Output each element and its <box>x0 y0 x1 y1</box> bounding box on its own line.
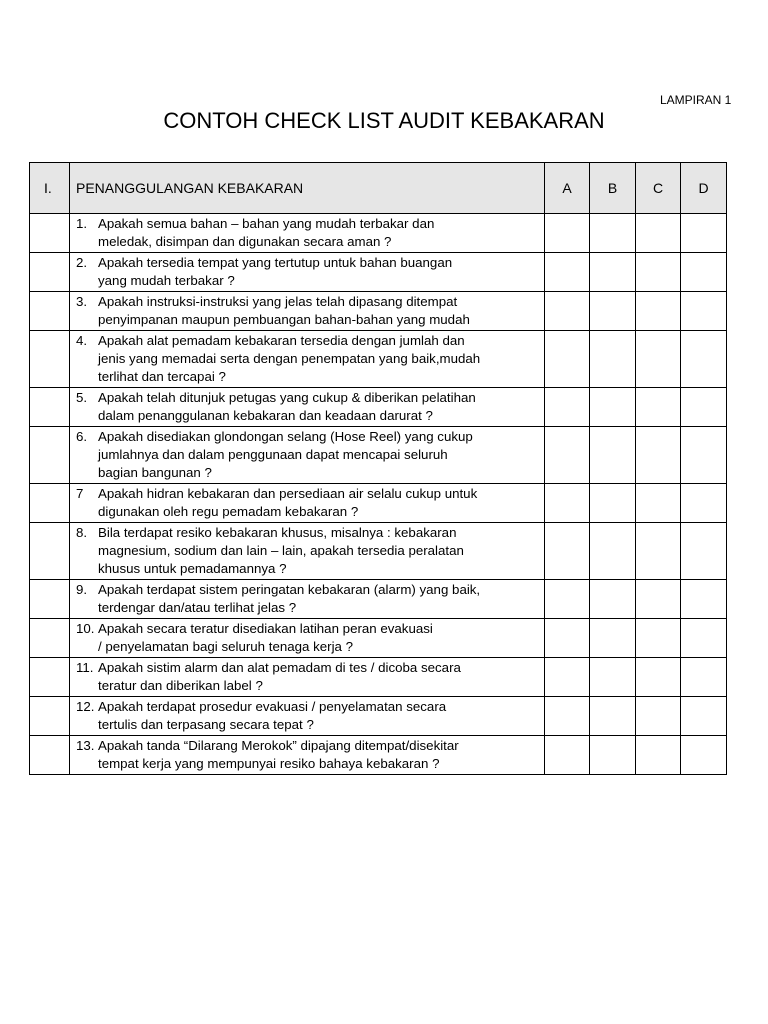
question-text: Apakah semua bahan – bahan yang mudah terbakar dan meledak, disimpan dan digunakan secara aman ? <box>98 216 435 249</box>
answer-cell-c[interactable] <box>636 331 681 388</box>
answer-cell-b[interactable] <box>590 580 636 619</box>
question-text: Apakah terdapat prosedur evakuasi / penyelamatan secara tertulis dan terpasang secara tepat ? <box>98 699 447 732</box>
question-number: 6. <box>76 429 88 444</box>
answer-cell-a[interactable] <box>545 736 590 775</box>
answer-cell-c[interactable] <box>636 292 681 331</box>
column-header-d: D <box>681 163 727 214</box>
answer-cell-a[interactable] <box>545 292 590 331</box>
row-index-cell <box>30 331 70 388</box>
answer-cell-d[interactable] <box>681 214 727 253</box>
answer-cell-d[interactable] <box>681 484 727 523</box>
question-text: Apakah sistim alarm dan alat pemadam di tes / dicoba secara teratur dan diberikan label ? <box>98 660 461 693</box>
table-row <box>30 658 727 697</box>
answer-cell-a[interactable] <box>545 427 590 484</box>
table-row <box>30 580 727 619</box>
question-text: Apakah secara teratur disediakan latihan peran evakuasi / penyelamatan bagi seluruh tenaga kerja ? <box>98 621 433 654</box>
page-title: CONTOH CHECK LIST AUDIT KEBAKARAN <box>163 108 605 133</box>
answer-cell-b[interactable] <box>590 736 636 775</box>
answer-cell-b[interactable] <box>590 619 636 658</box>
table-row <box>30 427 727 484</box>
question-text: Apakah tersedia tempat yang tertutup untuk bahan buangan yang mudah terbakar ? <box>98 255 453 288</box>
answer-cell-d[interactable] <box>681 253 727 292</box>
answer-cell-c[interactable] <box>636 427 681 484</box>
answer-cell-b[interactable] <box>590 427 636 484</box>
table-row <box>30 697 727 736</box>
answer-cell-a[interactable] <box>545 697 590 736</box>
question-cell <box>70 427 545 484</box>
question-text: Apakah disediakan glondongan selang (Hose Reel) yang cukup jumlahnya dan dalam penggunaan dapat mencapai seluruh bagian bangunan ? <box>98 429 473 480</box>
row-index-cell <box>30 619 70 658</box>
answer-cell-c[interactable] <box>636 658 681 697</box>
answer-cell-c[interactable] <box>636 523 681 580</box>
answer-cell-d[interactable] <box>681 292 727 331</box>
question-number: 13. <box>76 738 95 753</box>
answer-cell-a[interactable] <box>545 580 590 619</box>
answer-cell-a[interactable] <box>545 388 590 427</box>
row-index-cell <box>30 214 70 253</box>
answer-cell-a[interactable] <box>545 253 590 292</box>
row-index-cell <box>30 697 70 736</box>
answer-cell-d[interactable] <box>681 697 727 736</box>
row-index-cell <box>30 484 70 523</box>
question-cell <box>70 658 545 697</box>
answer-cell-b[interactable] <box>590 697 636 736</box>
table-row <box>30 214 727 253</box>
answer-cell-a[interactable] <box>545 658 590 697</box>
attachment-label: LAMPIRAN 1 <box>660 93 732 107</box>
question-cell <box>70 697 545 736</box>
question-number: 9. <box>76 582 88 597</box>
table-header-row <box>30 163 727 214</box>
answer-cell-b[interactable] <box>590 658 636 697</box>
answer-cell-d[interactable] <box>681 736 727 775</box>
table-row <box>30 484 727 523</box>
answer-cell-d[interactable] <box>681 427 727 484</box>
answer-cell-c[interactable] <box>636 619 681 658</box>
row-index-cell <box>30 523 70 580</box>
question-text: Apakah telah ditunjuk petugas yang cukup & diberikan pelatihan dalam penanggulanan kebakaran dan keadaan darurat ? <box>98 390 476 423</box>
question-cell <box>70 214 545 253</box>
column-header-c: C <box>636 163 681 214</box>
answer-cell-d[interactable] <box>681 619 727 658</box>
answer-cell-b[interactable] <box>590 253 636 292</box>
question-cell <box>70 484 545 523</box>
answer-cell-a[interactable] <box>545 331 590 388</box>
row-index-cell <box>30 388 70 427</box>
answer-cell-a[interactable] <box>545 619 590 658</box>
question-number: 12. <box>76 699 95 714</box>
question-cell <box>70 292 545 331</box>
question-number: 3. <box>76 294 88 309</box>
answer-cell-a[interactable] <box>545 484 590 523</box>
answer-cell-d[interactable] <box>681 658 727 697</box>
question-number: 2. <box>76 255 88 270</box>
row-index-cell <box>30 427 70 484</box>
question-number: 1. <box>76 216 88 231</box>
row-index-cell <box>30 658 70 697</box>
question-text: Apakah terdapat sistem peringatan kebakaran (alarm) yang baik, terdengar dan/atau terlihat jelas ? <box>98 582 481 615</box>
answer-cell-b[interactable] <box>590 388 636 427</box>
question-text: Apakah alat pemadam kebakaran tersedia dengan jumlah dan jenis yang memadai serta dengan penempatan yang baik,mudah terlihat dan tercapai ? <box>98 333 481 384</box>
column-header-a: A <box>545 163 590 214</box>
audit-checklist-table <box>29 162 727 775</box>
answer-cell-c[interactable] <box>636 736 681 775</box>
row-index-cell <box>30 292 70 331</box>
question-number: 5. <box>76 390 88 405</box>
row-index-cell <box>30 736 70 775</box>
answer-cell-c[interactable] <box>636 484 681 523</box>
question-number: 11. <box>76 660 94 675</box>
answer-cell-b[interactable] <box>590 214 636 253</box>
answer-cell-d[interactable] <box>681 388 727 427</box>
question-number: 10. <box>76 621 95 636</box>
answer-cell-c[interactable] <box>636 388 681 427</box>
table-row <box>30 331 727 388</box>
answer-cell-c[interactable] <box>636 580 681 619</box>
answer-cell-a[interactable] <box>545 523 590 580</box>
answer-cell-c[interactable] <box>636 697 681 736</box>
question-text: Apakah instruksi-instruksi yang jelas telah dipasang ditempat penyimpanan maupun pembuangan bahan-bahan yang mudah <box>98 294 470 327</box>
column-header-b: B <box>590 163 636 214</box>
table-row <box>30 523 727 580</box>
answer-cell-a[interactable] <box>545 214 590 253</box>
answer-cell-d[interactable] <box>681 580 727 619</box>
table-row <box>30 388 727 427</box>
answer-cell-b[interactable] <box>590 523 636 580</box>
table-row <box>30 736 727 775</box>
answer-cell-d[interactable] <box>681 523 727 580</box>
answer-cell-d[interactable] <box>681 331 727 388</box>
question-cell <box>70 388 545 427</box>
question-text: Bila terdapat resiko kebakaran khusus, misalnya : kebakaran magnesium, sodium dan lain – lain, apakah tersedia peralatan khusus untuk pemadamannya ? <box>98 525 464 576</box>
answer-cell-b[interactable] <box>590 292 636 331</box>
question-cell <box>70 523 545 580</box>
question-number: 7 <box>76 486 84 501</box>
question-cell <box>70 580 545 619</box>
question-cell <box>70 253 545 292</box>
question-text: Apakah tanda “Dilarang Merokok” dipajang ditempat/disekitar tempat kerja yang mempunyai resiko bahaya kebakaran ? <box>98 738 459 771</box>
row-index-cell <box>30 580 70 619</box>
row-index-cell <box>30 253 70 292</box>
question-cell <box>70 619 545 658</box>
answer-cell-c[interactable] <box>636 253 681 292</box>
question-cell <box>70 331 545 388</box>
question-cell <box>70 736 545 775</box>
answer-cell-b[interactable] <box>590 484 636 523</box>
section-number: I. <box>30 163 70 214</box>
question-number: 4. <box>76 333 88 348</box>
question-text: Apakah hidran kebakaran dan persediaan air selalu cukup untuk digunakan oleh regu pemadam kebakaran ? <box>98 486 478 519</box>
table-row <box>30 292 727 331</box>
table-row <box>30 253 727 292</box>
answer-cell-b[interactable] <box>590 331 636 388</box>
answer-cell-c[interactable] <box>636 214 681 253</box>
table-row <box>30 619 727 658</box>
question-number: 8. <box>76 525 88 540</box>
section-title: PENANGGULANGAN KEBAKARAN <box>70 163 545 214</box>
